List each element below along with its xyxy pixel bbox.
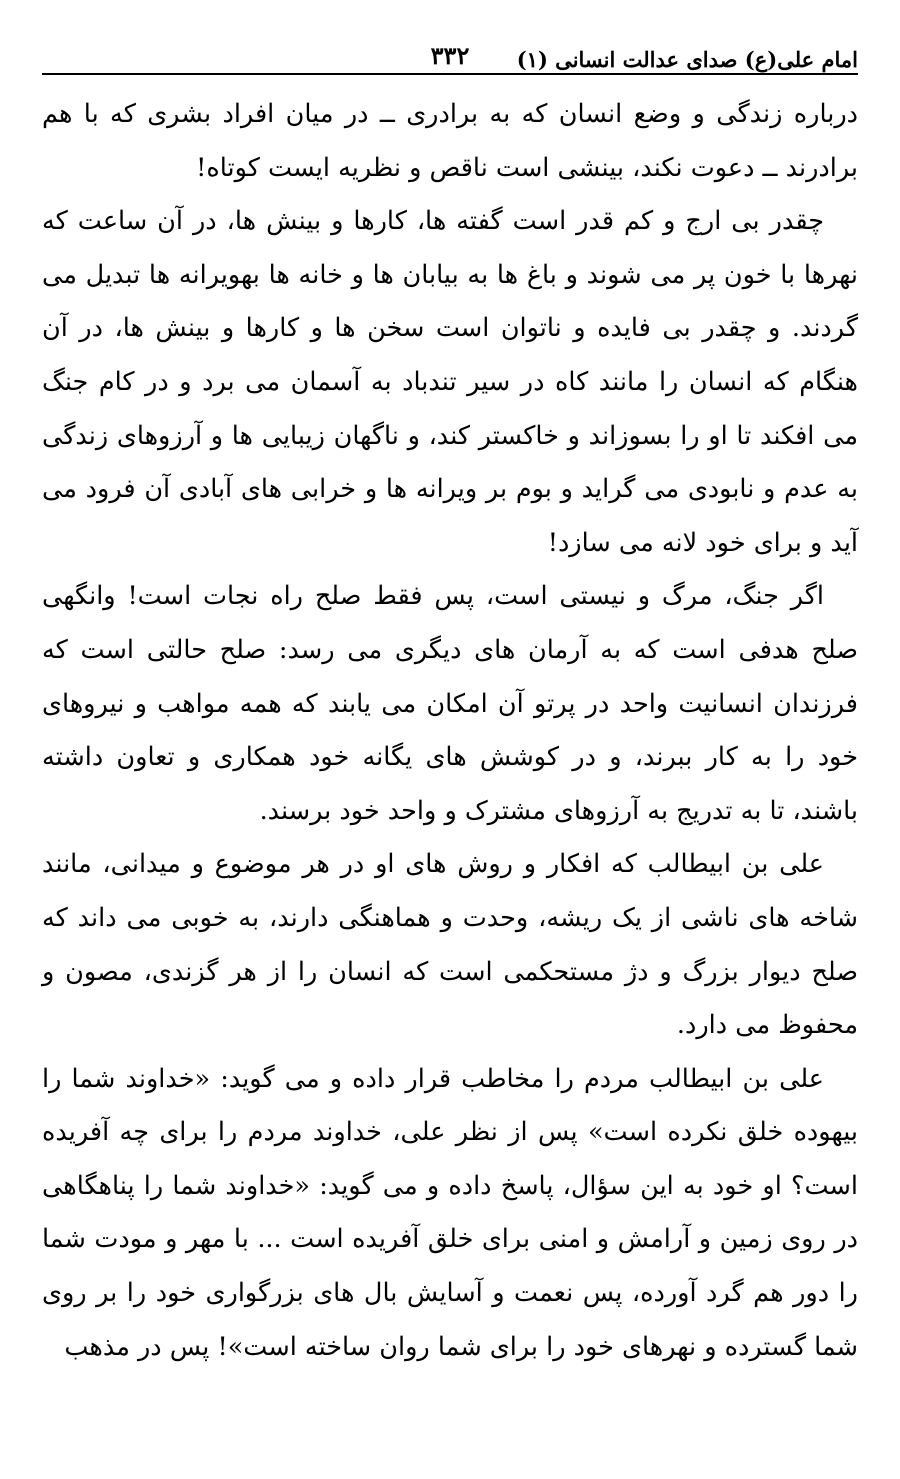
paragraph-2: چقدر بی ارج و کم قدر است گفته ها، کارها و بینش ها، در آن ساعت که نهرها با خون پر می شوند و باغ ها به بیابان ها و خانه ها بهویرانه ها تبدیل می گردند. و چقدر بی فایده و ناتوان است سخن ها و کارها و بینش ها، در آن هنگام که انسان را مانند کاه در سیر تندباد به آسمان می برد و در کام جنگ می افکند تا او را بسوزاند و خاکستر کند، و ناگهان زیبایی ها و آرزوهای زندگی به عدم و نابودی می گراید و بوم بر ویرانه ها و خرابی های آبادی آن فرود می آید و برای خود لانه می سازد! (42, 206, 858, 558)
header-rule (42, 73, 858, 75)
paragraph-3: اگر جنگ، مرگ و نیستی است، پس فقط صلح راه نجات است! وانگهی صلح هدفی است که به آرمان های دیگری می رسد: صلح حالتی است که فرزندان انسانیت واحد در پرتو آن امکان می یابند که همه مواهب و نیروهای خود را به کار ببرند، و در کوشش های یگانه خود همکاری و تعاون داشته باشند، تا به تدریج به آرزوهای مشترک و واحد خود برسند. (42, 581, 858, 826)
paragraph-4: علی بن ابیطالب که افکار و روش های او در هر موضوع و میدانی، مانند شاخه های ناشی از یک ریشه، وحدت و هماهنگی دارند، به خوبی می داند که صلح دیوار بزرگ و دژ مستحکمی است که انسان را از هر گزندی، مصون و محفوظ می دارد. (42, 849, 858, 1041)
page-header (42, 34, 858, 72)
paragraph-5: علی بن ابیطالب مردم را مخاطب قرار داده و می گوید: «خداوند شما را بیهوده خلق نکرده است» پس از نظر علی، خداوند مردم را برای چه آفریده است؟ او خود به این سؤال، پاسخ داده و می گوید: «خداوند شما را پناهگاهی در روی زمین و آرامش و امنی برای خلق آفریده است ... با مهر و مودت شما را دور هم گرد آورده، پس نعمت و آسایش بال های بزرگواری خود را بر روی شما گسترده و نهرهای خود را برای شما روان ساخته است»! پس در مذهب (42, 1063, 858, 1362)
paragraph-1: درباره زندگی و وضع انسان که به برادری ــ در میان افراد بشری که با هم برادرند ــ دعوت نکند، بینشی است ناقص و نظریه ایست کوتاه! (42, 99, 858, 183)
running-title: امام علی(ع) صدای عدالت انسانی (۱) (516, 47, 858, 72)
body-text (42, 88, 858, 1374)
page-number: ۳۳۲ (430, 41, 470, 70)
